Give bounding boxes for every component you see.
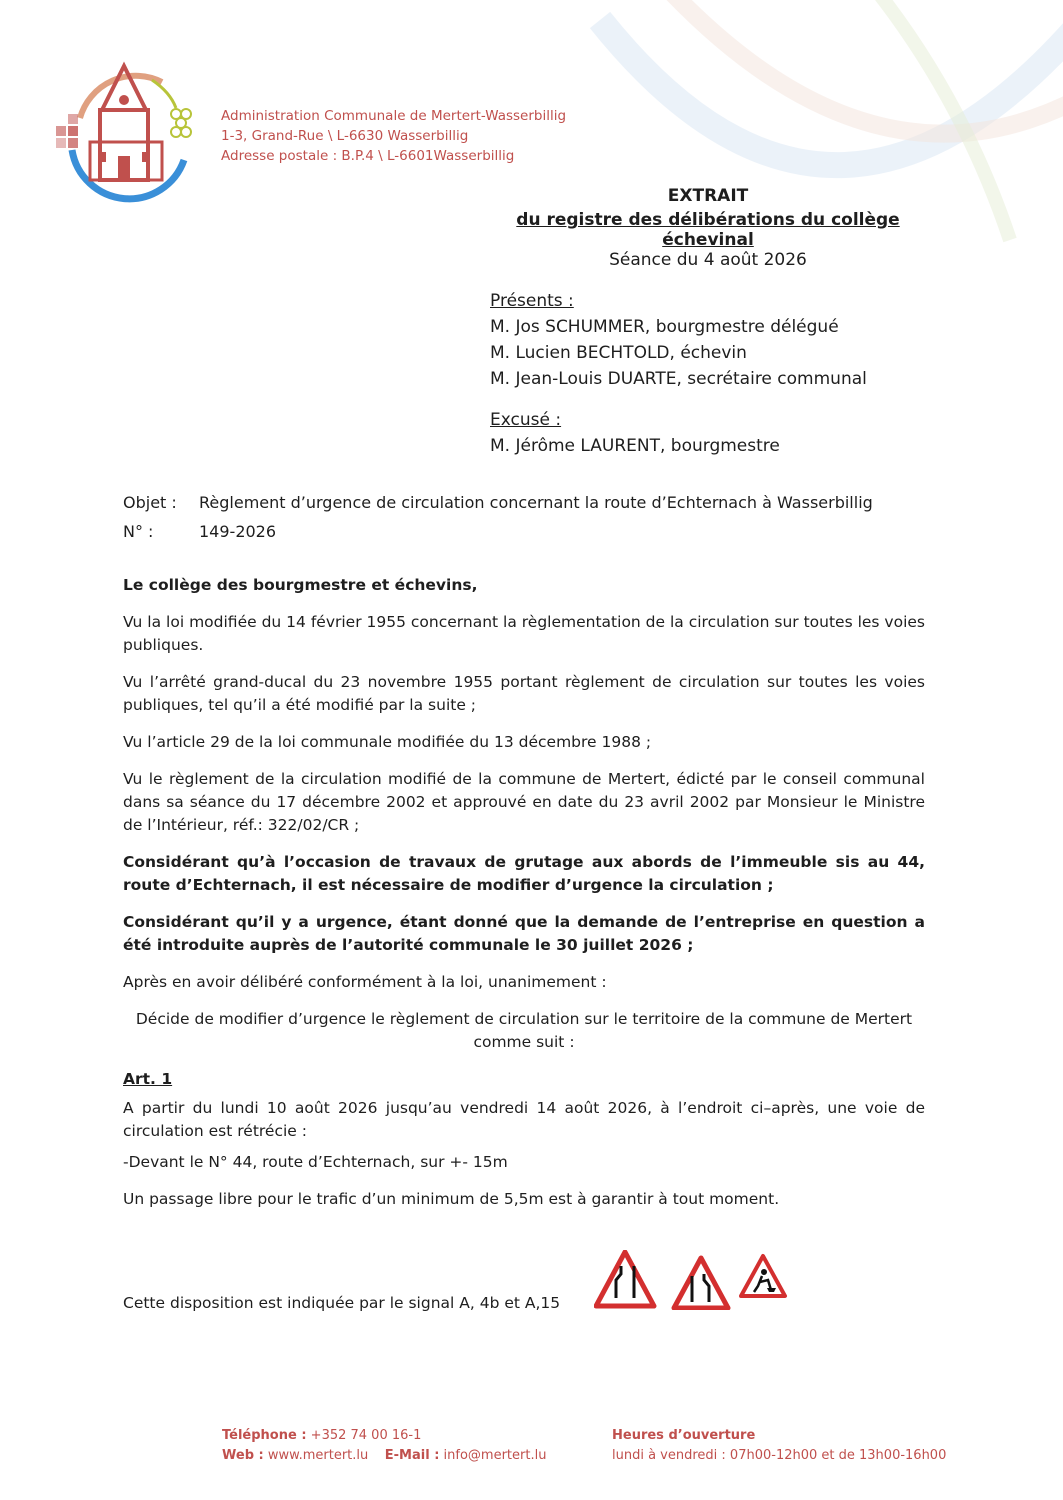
number-value: 149-2026 — [199, 522, 277, 541]
org-postal-address: Adresse postale : B.P.4 \ L-6601Wasserbillig — [221, 148, 515, 164]
footer-contact — [222, 1426, 546, 1466]
article-paragraph: A partir du lundi 10 août 2026 jusqu’au vendredi 14 août 2026, à l’endroit ci–après, une voie de circulation est rétrécie : — [123, 1099, 925, 1140]
municipal-logo-icon — [52, 60, 202, 205]
article-paragraph: Un passage libre pour le trafic d’un minimum de 5,5m est à garantir à tout moment. — [123, 1190, 780, 1208]
footer-hours — [612, 1426, 946, 1466]
vu-paragraph: Vu la loi modifiée du 14 février 1955 concernant la règlementation de la circulation sur toutes les voies publiques. — [123, 613, 925, 654]
phone-value: +352 74 00 16-1 — [310, 1428, 422, 1443]
number-label: N° : — [123, 522, 154, 541]
session-date: Séance du 4 août 2026 — [609, 250, 807, 270]
excuse-name: M. Jérôme LAURENT, bourgmestre — [490, 436, 780, 456]
presents-block — [490, 288, 867, 392]
excuse-label: Excusé : — [490, 410, 562, 430]
phone-label: Téléphone : — [222, 1428, 307, 1443]
traffic-signs — [594, 1250, 794, 1310]
web-label: Web : — [222, 1448, 264, 1463]
after-deliberation-paragraph: Après en avoir délibéré conformément à la loi, unanimement : — [123, 973, 607, 991]
object-value: Règlement d’urgence de circulation concernant la route d’Echternach à Wasserbillig — [199, 493, 873, 512]
org-name: Administration Communale de Mertert-Wasserbillig — [221, 108, 567, 124]
document-subtitle: du registre des délibérations du collège échevinal — [516, 210, 900, 250]
vu-paragraph: Vu le règlement de la circulation modifié de la commune de Mertert, édicté par le conseil communal dans sa séance du 17 décembre 2002 et approuvé en date du 23 avril 2002 par Monsieur le Ministre de l’Intérieur, réf.: 322/02/CR ; — [123, 770, 925, 834]
considering-paragraph: Considérant qu’à l’occasion de travaux de grutage aux abords de l’immeuble sis au 44, route d’Echternach, il est nécessaire de modifier d’urgence la circulation ; — [123, 853, 925, 894]
presents-name: M. Jos SCHUMMER, bourgmestre délégué — [490, 317, 839, 337]
object-label: Objet : — [123, 493, 177, 512]
intro-paragraph: Le collège des bourgmestre et échevins, — [123, 576, 478, 594]
email-link[interactable]: info@mertert.lu — [443, 1448, 547, 1463]
letterhead — [221, 106, 566, 166]
presents-name: M. Jean-Louis DUARTE, secrétaire communal — [490, 369, 867, 389]
excuse-block — [490, 407, 780, 459]
deliberation-body — [123, 574, 925, 1225]
roadworks-sign-icon — [741, 1256, 785, 1296]
decision-paragraph: Décide de modifier d’urgence le règlement de circulation sur le territoire de la commune de Mertert comme suit : — [135, 1010, 913, 1051]
road-narrows-left-sign-icon — [674, 1258, 728, 1308]
article-paragraph: -Devant le N° 44, route d’Echternach, sur +- 15m — [123, 1153, 508, 1171]
org-address: 1-3, Grand-Rue \ L-6630 Wasserbillig — [221, 128, 469, 144]
vu-paragraph: Vu l’arrêté grand-ducal du 23 novembre 1955 portant règlement de circulation sur toutes les voies publiques, tel qu’il a été modifié par la suite ; — [123, 673, 925, 714]
article-title: Art. 1 — [123, 1070, 173, 1088]
hours-value: lundi à vendredi : 07h00-12h00 et de 13h00-16h00 — [612, 1448, 947, 1463]
signal-paragraph: Cette disposition est indiquée par le signal A, 4b et A,15 — [123, 1294, 561, 1312]
vu-paragraph: Vu l’article 29 de la loi communale modifiée du 13 décembre 1988 ; — [123, 733, 652, 751]
presents-label: Présents : — [490, 291, 574, 311]
considering-paragraph: Considérant qu’il y a urgence, étant donné que la demande de l’entreprise en question a été introduite auprès de l’autorité communale le 30 juillet 2026 ; — [123, 913, 925, 954]
web-link[interactable]: www.mertert.lu — [267, 1448, 369, 1463]
document-title: EXTRAIT — [667, 186, 749, 206]
hours-label: Heures d’ouverture — [612, 1428, 756, 1443]
object-block — [123, 488, 873, 546]
road-narrows-sign-icon — [596, 1252, 654, 1306]
presents-name: M. Lucien BECHTOLD, échevin — [490, 343, 747, 363]
email-label: E-Mail : — [384, 1448, 440, 1463]
